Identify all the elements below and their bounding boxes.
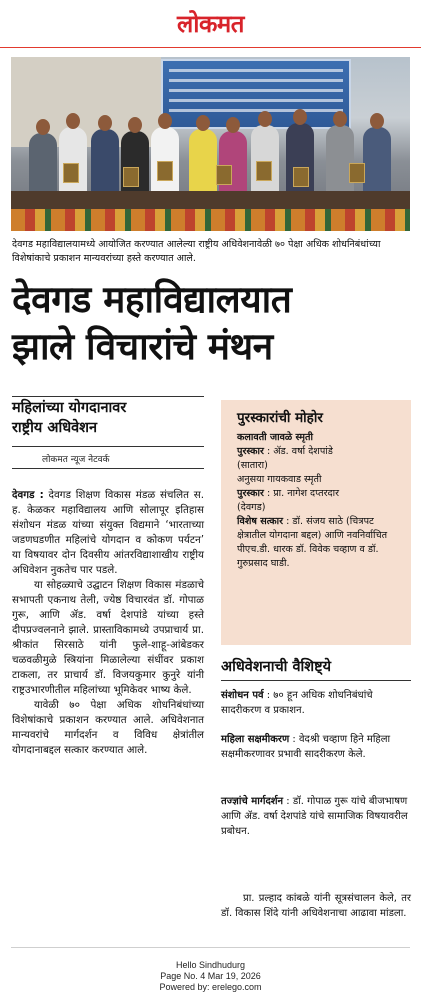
paragraph-3: यावेळी ७० पेक्षा अधिक शोधनिबंधांच्या विशेषांकाचे प्रकाशन करण्यात आले. अधिवेशनात मान्यवरांचे मार्गदर्शन व विविध क्षेत्रांतील योगदानाबद्दल सत्कार करण्यात आले. [12,699,204,756]
event-photo [11,57,410,231]
feature-1 [221,688,411,718]
photo-banner [161,59,351,129]
footer-rule [11,947,410,948]
subhead-line-2: राष्ट्रीय अधिवेशन [12,420,98,436]
feature-1-key: संशोधन पर्व [221,690,264,701]
feature-3-key: तज्ज्ञांचे मार्गदर्शन [221,796,284,807]
headline-line-1: देवगड महाविद्यालयात [12,278,292,321]
byline-bottom-rule [12,468,204,469]
award-2 [237,487,401,501]
headline-line-2: झाले विचारांचे मंथन [12,325,273,368]
feature-2 [221,732,411,762]
awards-box [221,400,411,645]
masthead [0,0,421,48]
awards-title: पुरस्कारांची मोहोर [237,410,323,426]
paragraph-1-text: देवगड शिक्षण विकास मंडळ संचलित स. ह. केळकर महाविद्यालय आणि सोलापूर इतिहास संशोधन मंडळ यांच्या संयुक्त विद्यमाने ‘भारताच्या जडणघडणीत महिलांचे योगदान व कोकण पर्यटन’ या विषयावर दोन दिवसीय आंतरविद्याशाखीय राष्ट्रीय अधिवेशन नुकतेच पार पडले. [12,489,204,576]
award-2-key: पुरस्कार [237,488,264,499]
headline [12,276,410,370]
photo-caption: देवगड महाविद्यालयामध्ये आयोजित करण्यात आलेल्या राष्ट्रीय अधिवेशनावेळी ७० पेक्षा अधिक शोधनिबंधांच्या विशेषांकाचे प्रकाशन मान्यवरांच्या हस्ते करण्यात आले. [12,239,381,264]
subhead-line-1: महिलांच्या योगदानावर [12,400,127,416]
special-award-key: विशेष सत्कार [237,516,284,527]
award-2-value: : प्रा. नागेश दप्तरदार [263,488,339,499]
byline: लोकमत न्यूज नेटवर्क [42,455,110,465]
closing-paragraph: प्रा. प्रल्हाद कांबळे यांनी सूत्रसंचालन केले, तर डॉ. विकास शिंदे यांनी अधिवेशनाचा आढावा मांडला. [221,893,411,919]
article-body [12,488,204,758]
features-title: अधिवेशनाची वैशिष्ट्ये [221,656,411,681]
feature-3-value: : डॉ. गोपाळ गुरू यांचे बीजभाषण आणि ॲड. वर्षा देशपांडे यांचे सामाजिक विषयावरील प्रबोधन. [221,796,408,837]
award-1-heading: कलावती जावळे स्मृती [237,432,313,443]
paragraph-2: या सोहळ्याचे उद्घाटन शिक्षण विकास मंडळाचे सभापती एकनाथ तेली, ज्येष्ठ विचारवंत डॉ. गोपाळ गुरू, आणि ॲड. वर्षा देशपांडे यांच्या हस्ते दीपप्रज्वलनाने झाले. प्रास्ताविकामध्ये उपप्राचार्य प्रा. श्रीकांत सिरसाठे यांनी फुले-शाहू-आंबेडकर चळवळीमुळे स्त्रियांना मिळालेल्या संधींवर प्रकाश टाकला, तर प्राचार्य डॉ. विजयकुमार कुनुरे यांनी राष्ट्रउभारणीतील महिलांच्या भूमिकेवर भाष्य केले. [12,579,204,696]
newspaper-logo[interactable]: लोकमत [177,9,244,38]
byline-top-rule [12,446,204,447]
powered-by-link[interactable]: Powered by: erelego.com [159,982,262,992]
special-award [237,515,401,571]
award-1-key: पुरस्कार [237,446,264,457]
paragraph-1 [12,488,204,578]
feature-1-value: : ७० हून अधिक शोधनिबंधांचे सादरीकरण व प्रकाशन. [221,690,373,716]
award-1-value: : ॲड. वर्षा देशपांडे [263,446,333,457]
dateline: देवगड : [12,489,44,501]
feature-2-value: : वेदश्री चव्हाण हिने महिला सक्षमीकरणावर प्रभावी सादरीकरण केले. [221,734,391,760]
subheadline [12,398,202,438]
edition-name: Hello Sindhudurg [175,960,246,970]
award-1 [237,445,401,459]
award-2-place: (देवगड) [237,502,266,513]
page-footer [0,960,421,993]
award-2-heading: अनुसया गायकवाड स्मृती [237,474,322,485]
special-award-value: : डॉ. संजय साठे (चित्रपट क्षेत्रातील योगदाना बद्दल) आणि नवनिर्वाचित पीएच.डी. धारक डॉ. विवेक चव्हाण व डॉ. गुरुप्रसाद घाडी. [237,516,388,569]
page-info: Page No. 4 Mar 19, 2026 [160,971,261,981]
photo-flowers [11,209,410,231]
subhead-top-rule [12,396,204,397]
feature-2-key: महिला सक्षमीकरण [221,734,290,745]
award-1-place: (सातारा) [237,460,268,471]
feature-3 [221,794,411,839]
